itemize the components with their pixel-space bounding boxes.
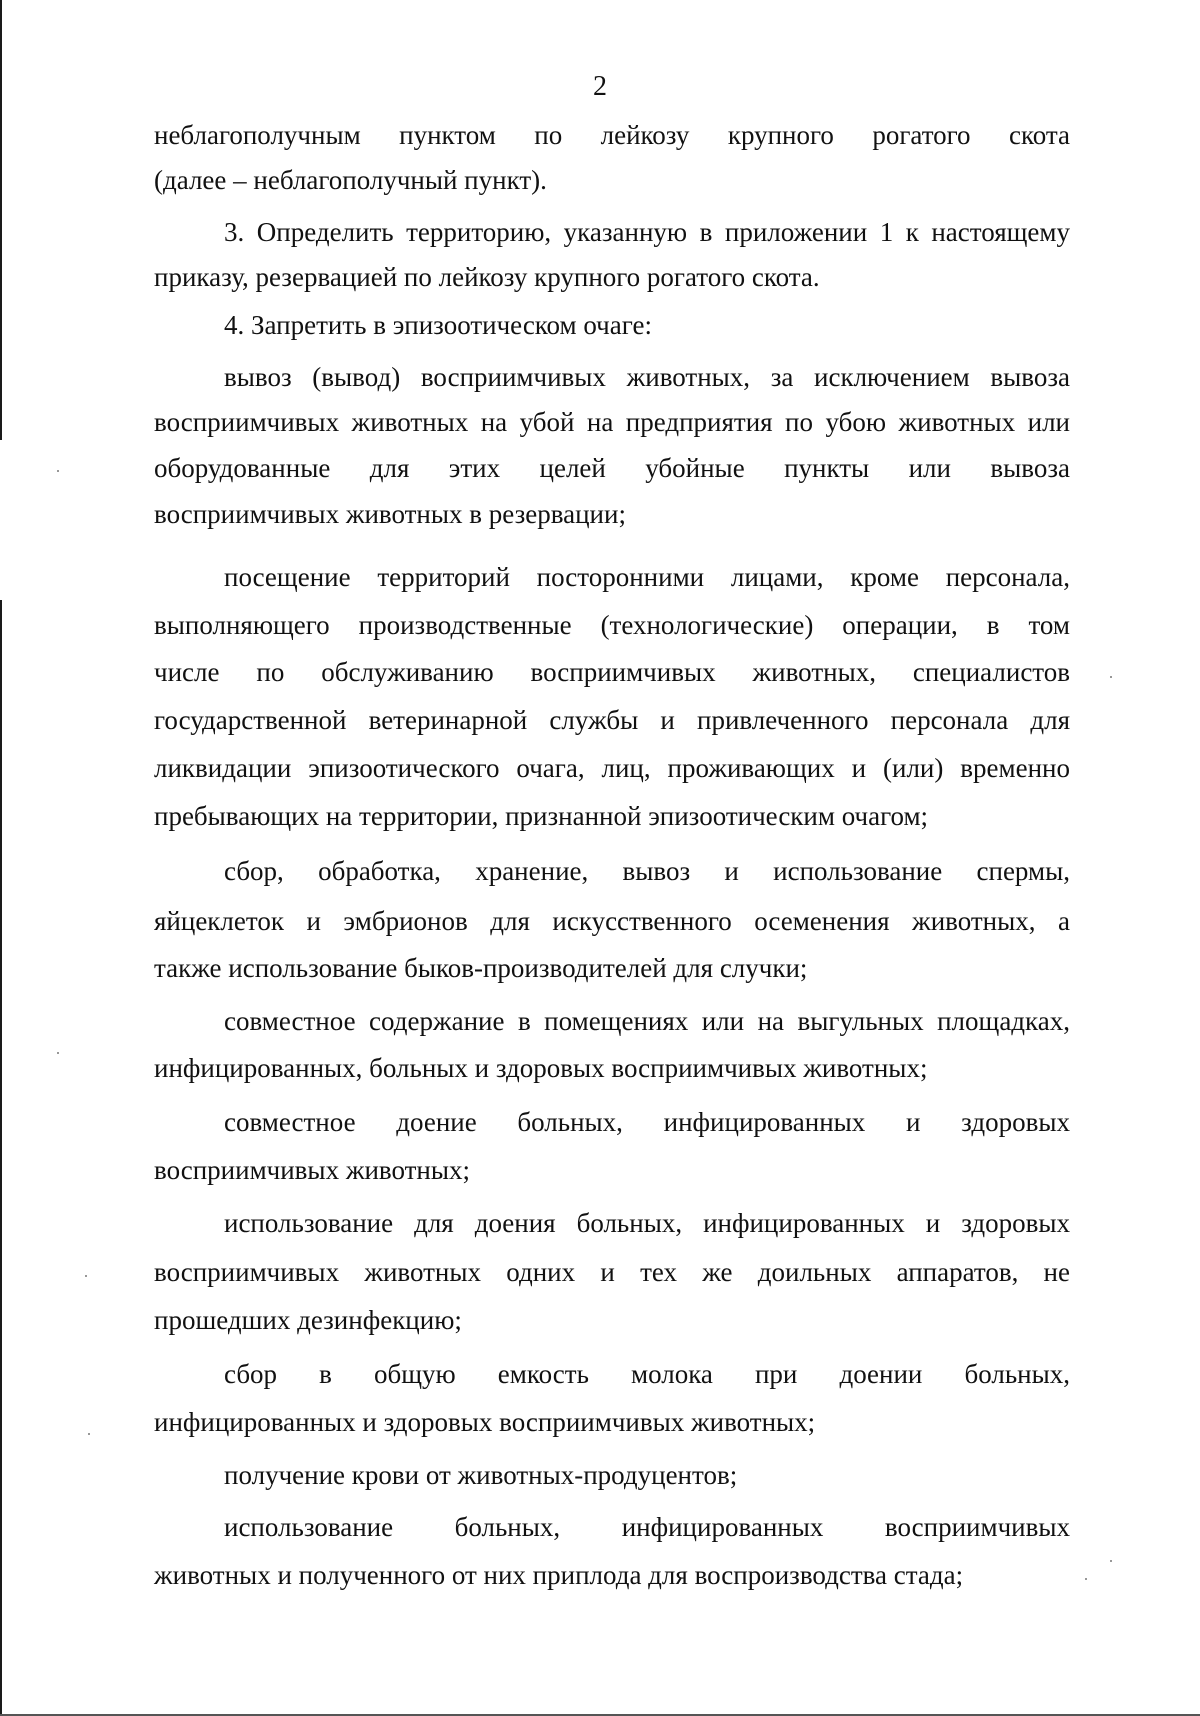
paragraph-start-line: посещение территорий посторонними лицами, кроме персонала,	[224, 562, 1070, 592]
paragraph-start-line: использование больных, инфицированных восприимчивых	[224, 1512, 1070, 1542]
text-line: инфицированных и здоровых восприимчивых животных;	[154, 1407, 816, 1437]
text-line: восприимчивых животных одних и тех же доильных аппаратов, не	[154, 1257, 1070, 1287]
paragraph-start-line: использование для доения больных, инфицированных и здоровых	[224, 1208, 1070, 1238]
text-line: неблагополучным пунктом по лейкозу крупного рогатого скота	[154, 120, 1070, 150]
text-line: государственной ветеринарной службы и привлеченного персонала для	[154, 705, 1070, 735]
paragraph-start-line: вывоз (вывод) восприимчивых животных, за исключением вывоза	[224, 362, 1070, 392]
page-number: 2	[593, 71, 607, 102]
paragraph-start-line: сбор в общую емкость молока при доении больных,	[224, 1359, 1070, 1389]
text-line: также использование быков-производителей для случки;	[154, 953, 808, 983]
scan-speck	[85, 1275, 87, 1277]
text-line: оборудованные для этих целей убойные пункты или вывоза	[154, 453, 1070, 483]
scan-speck	[1085, 1578, 1087, 1580]
text-line: прошедших дезинфекцию;	[154, 1305, 462, 1335]
text-line: животных и полученного от них приплода для воспроизводства стада;	[154, 1560, 964, 1590]
text-line: инфицированных, больных и здоровых восприимчивых животных;	[154, 1053, 928, 1083]
text-line: (далее – неблагополучный пункт).	[154, 165, 547, 195]
text-line: выполняющего производственные (технологические) операции, в том	[154, 610, 1070, 640]
text-line: яйцеклеток и эмбрионов для искусственного осеменения животных, а	[154, 906, 1070, 936]
paragraph-start-line: сбор, обработка, хранение, вывоз и использование спермы,	[224, 856, 1070, 886]
paragraph-start-line: 3. Определить территорию, указанную в приложении 1 к настоящему	[224, 217, 1070, 247]
text-line: приказу, резервацией по лейкозу крупного рогатого скота.	[154, 262, 820, 292]
text-line: ликвидации эпизоотического очага, лиц, проживающих и (или) временно	[154, 753, 1070, 783]
text-line: числе по обслуживанию восприимчивых животных, специалистов	[154, 657, 1070, 687]
paragraph-start-line: совместное содержание в помещениях или на выгульных площадках,	[224, 1006, 1070, 1036]
scan-speck	[57, 1052, 59, 1054]
scan-left-edge	[0, 0, 2, 1716]
paragraph-start-line: совместное доение больных, инфицированных и здоровых	[224, 1107, 1070, 1137]
scan-speck	[88, 1433, 90, 1435]
paragraph-start-line: получение крови от животных-продуцентов;	[224, 1460, 738, 1490]
text-line: пребывающих на территории, признанной эпизоотическим очагом;	[154, 801, 929, 831]
scan-left-edge-gap	[0, 440, 2, 600]
scan-speck	[57, 470, 59, 472]
paragraph-start-line: 4. Запретить в эпизоотическом очаге:	[224, 310, 652, 340]
text-line: восприимчивых животных на убой на предприятия по убою животных или	[154, 407, 1070, 437]
text-line: восприимчивых животных;	[154, 1155, 471, 1185]
scan-speck	[1110, 676, 1112, 678]
scan-speck	[1110, 1560, 1112, 1562]
text-line: восприимчивых животных в резервации;	[154, 499, 626, 529]
